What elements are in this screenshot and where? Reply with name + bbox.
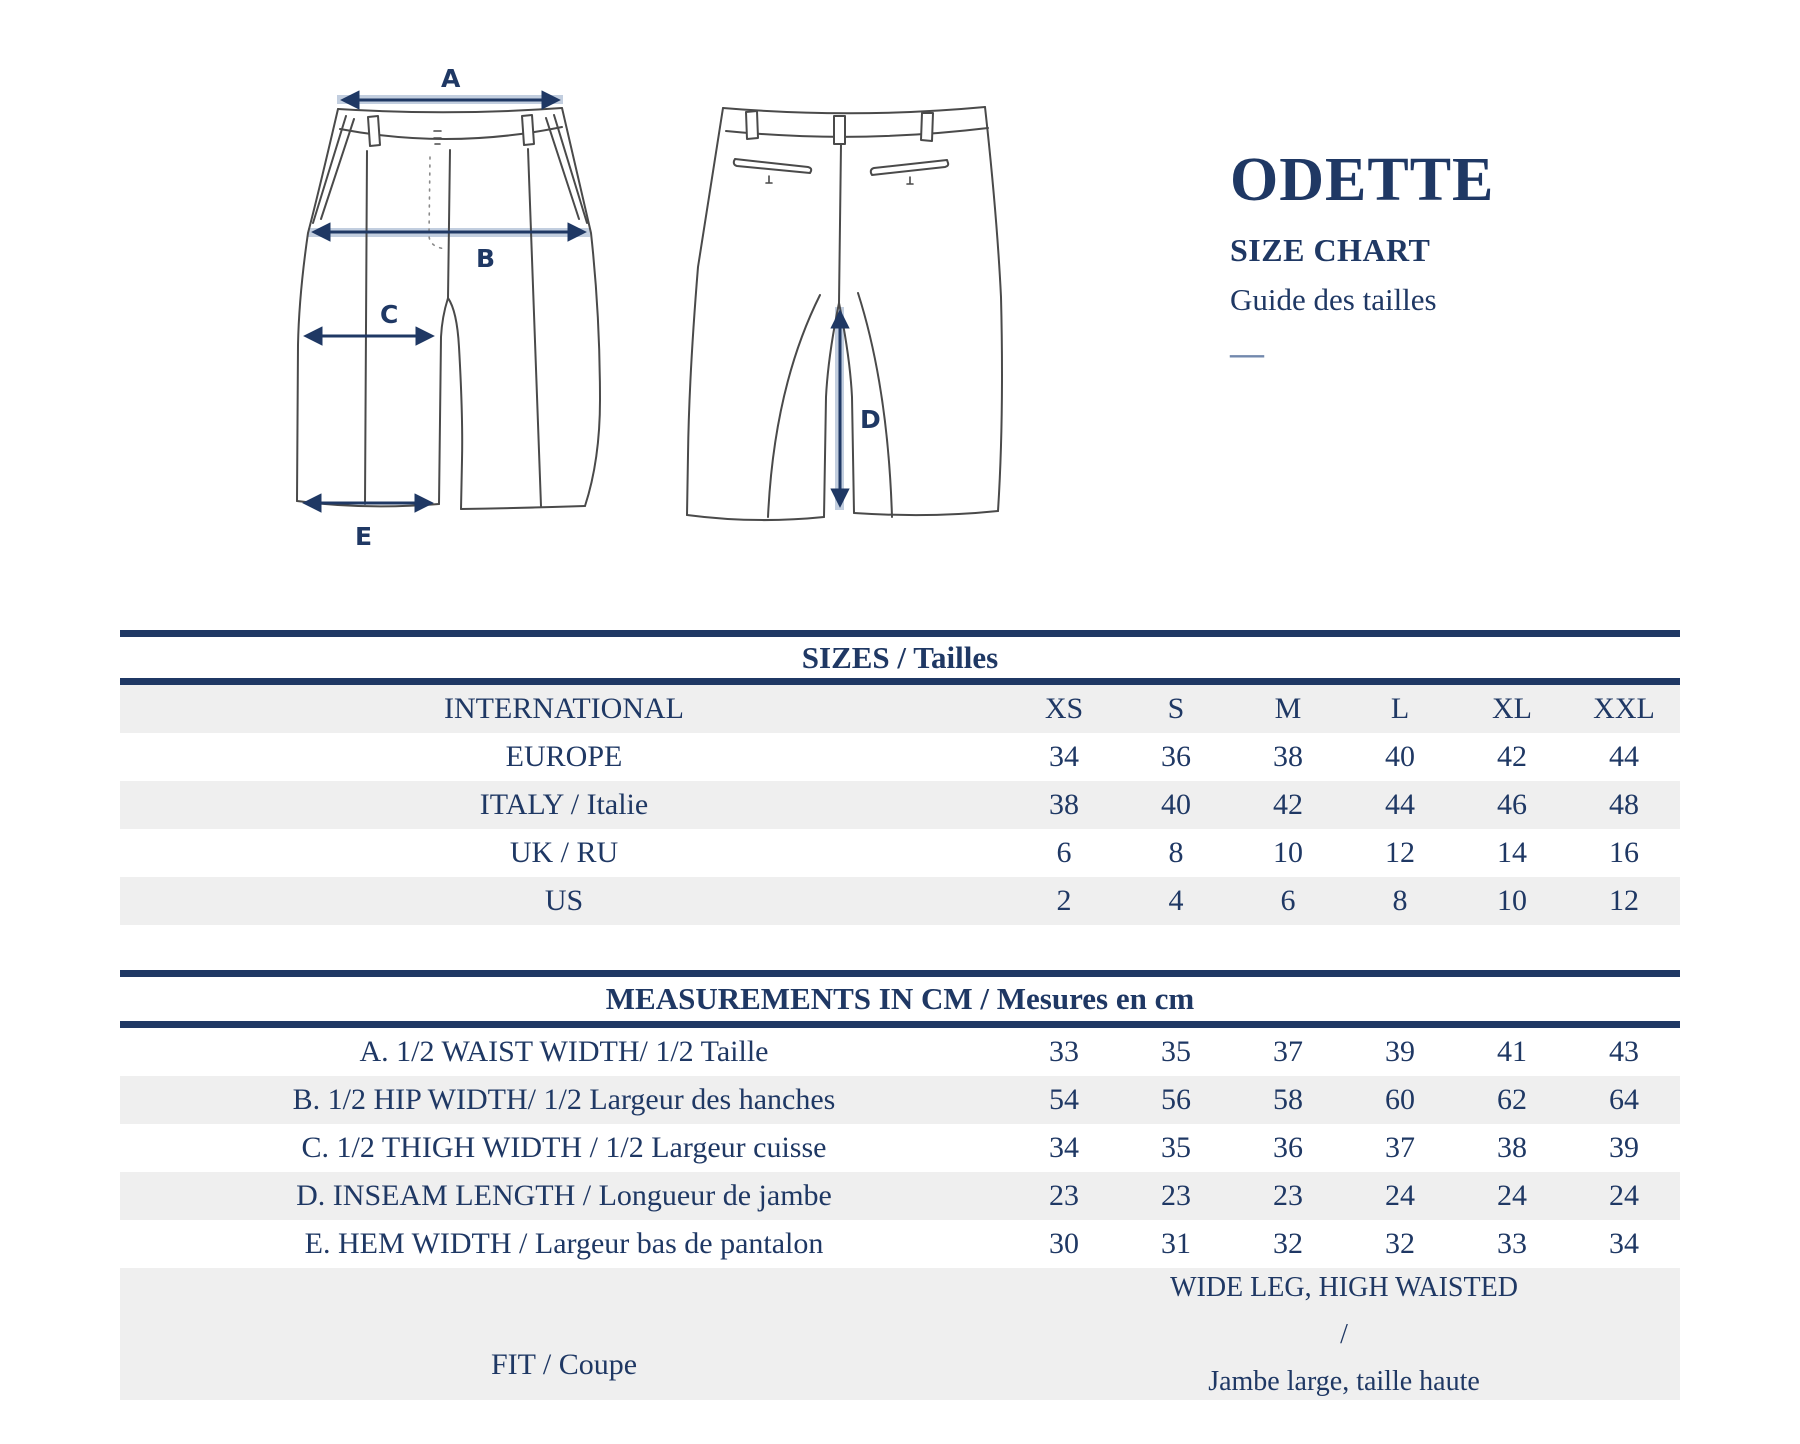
measure-cell: 39 [1609, 1131, 1639, 1164]
size-cell: L [1390, 692, 1410, 725]
size-cell: 34 [1049, 740, 1079, 773]
zipper-detail [434, 131, 441, 144]
measure-cell: 43 [1609, 1035, 1639, 1068]
table-rule [120, 678, 1680, 685]
size-cell: 42 [1273, 788, 1303, 821]
size-cell: 4 [1168, 884, 1184, 917]
table-row-fit [120, 1268, 1680, 1400]
measure-cell: 35 [1161, 1035, 1191, 1068]
row-label: INTERNATIONAL [444, 692, 684, 725]
label-d: D [860, 405, 881, 434]
belt-loop [746, 111, 758, 139]
measure-cell: 58 [1273, 1083, 1303, 1116]
table-rule [120, 630, 1680, 637]
measure-cell: 34 [1049, 1131, 1079, 1164]
size-cell: XS [1044, 692, 1084, 725]
belt-loop [834, 116, 845, 144]
size-cell: XXL [1593, 692, 1655, 725]
row-label: EUROPE [505, 740, 623, 773]
size-cell: 12 [1609, 884, 1639, 917]
belt-loop [921, 113, 933, 141]
title-block [1230, 146, 1495, 372]
table-row-waist [120, 1028, 1680, 1076]
pocket-button [766, 176, 772, 183]
measure-cell: 64 [1609, 1083, 1639, 1116]
fit-label: FIT / Coupe [490, 1348, 638, 1381]
table-row-international [120, 685, 1680, 733]
measure-cell: 38 [1497, 1131, 1527, 1164]
fit-line-en: WIDE LEG, HIGH WAISTED [1170, 1271, 1518, 1303]
size-cell: 10 [1497, 884, 1527, 917]
measure-cell: 41 [1497, 1035, 1527, 1068]
size-cell: 12 [1385, 836, 1415, 869]
measure-cell: 23 [1161, 1179, 1191, 1212]
size-cell: 42 [1497, 740, 1527, 773]
size-cell: 38 [1049, 788, 1079, 821]
row-label: ITALY / Italie [479, 788, 649, 821]
sizes-table-title: SIZES / Tailles [120, 637, 1680, 678]
table-row-uk [120, 829, 1680, 877]
size-cell: 14 [1497, 836, 1527, 869]
measure-cell: 31 [1161, 1227, 1191, 1260]
size-cell: 38 [1273, 740, 1303, 773]
measure-cell: 54 [1049, 1083, 1079, 1116]
measure-cell: 30 [1049, 1227, 1079, 1260]
label-c: C [380, 300, 399, 329]
size-cell: 16 [1609, 836, 1639, 869]
pocket-button [907, 177, 913, 184]
table-rule [120, 1021, 1680, 1028]
shorts-back-view-drawing [660, 55, 1020, 555]
measure-cell: 34 [1609, 1227, 1639, 1260]
size-cell: 48 [1609, 788, 1639, 821]
size-cell: 6 [1280, 884, 1296, 917]
measure-cell: 32 [1385, 1227, 1415, 1260]
table-row-us [120, 877, 1680, 925]
table-row-hip [120, 1076, 1680, 1124]
size-cell: S [1167, 692, 1185, 725]
belt-loop [522, 115, 534, 145]
divider-dash: — [1230, 335, 1264, 372]
measure-cell: 23 [1273, 1179, 1303, 1212]
row-label: US [544, 884, 584, 917]
table-row-inseam [120, 1172, 1680, 1220]
row-label: A. 1/2 WAIST WIDTH/ 1/2 Taille [359, 1035, 769, 1068]
measure-cell: 24 [1609, 1179, 1639, 1212]
measure-cell: 33 [1049, 1035, 1079, 1068]
measure-cell: 36 [1273, 1131, 1303, 1164]
size-cell: 36 [1161, 740, 1191, 773]
table-row-europe [120, 733, 1680, 781]
size-cell: 46 [1497, 788, 1527, 821]
size-cell: 8 [1168, 836, 1184, 869]
fit-line-slash: / [1340, 1318, 1348, 1350]
measure-cell: 37 [1385, 1131, 1415, 1164]
measure-cell: 56 [1161, 1083, 1191, 1116]
product-title: ODETTE [1230, 146, 1495, 214]
table-row-hem [120, 1220, 1680, 1268]
size-cell: 44 [1609, 740, 1639, 773]
size-chart-subtitle-fr: Guide des tailles [1230, 282, 1437, 317]
row-label: E. HEM WIDTH / Largeur bas de pantalon [304, 1227, 824, 1260]
size-cell: 6 [1056, 836, 1072, 869]
table-row-thigh [120, 1124, 1680, 1172]
measure-cell: 35 [1161, 1131, 1191, 1164]
size-cell: 10 [1273, 836, 1303, 869]
size-cell: XL [1492, 692, 1532, 725]
label-b: B [476, 244, 496, 273]
label-a: A [441, 64, 461, 93]
back-garment-outline [687, 107, 1002, 520]
front-garment-outline [297, 108, 600, 509]
fit-description [1008, 1268, 1680, 1400]
size-cell: M [1274, 692, 1302, 725]
measure-cell: 39 [1385, 1035, 1415, 1068]
measure-cell: 32 [1273, 1227, 1303, 1260]
shorts-front-view-drawing [270, 55, 620, 555]
measurements-table-title: MEASUREMENTS IN CM / Mesures en cm [120, 977, 1680, 1021]
row-label: D. INSEAM LENGTH / Longueur de jambe [296, 1179, 832, 1212]
size-cell: 2 [1056, 884, 1072, 917]
size-cell: 40 [1385, 740, 1415, 773]
back-pocket [734, 159, 811, 173]
size-cell: 8 [1392, 884, 1408, 917]
measurements-table [120, 970, 1680, 1400]
table-row-italy [120, 781, 1680, 829]
measure-cell: 23 [1049, 1179, 1079, 1212]
row-label: B. 1/2 HIP WIDTH/ 1/2 Largeur des hanches [292, 1083, 836, 1116]
fit-line-fr: Jambe large, taille haute [1208, 1365, 1480, 1397]
row-label: C. 1/2 THIGH WIDTH / 1/2 Largeur cuisse [301, 1131, 827, 1164]
measure-cell: 62 [1497, 1083, 1527, 1116]
measure-cell: 24 [1385, 1179, 1415, 1212]
size-cell: 40 [1161, 788, 1191, 821]
measure-cell: 33 [1497, 1227, 1527, 1260]
row-label: UK / RU [509, 836, 619, 869]
sizes-table [120, 630, 1680, 925]
measure-cell: 24 [1497, 1179, 1527, 1212]
measure-cell: 37 [1273, 1035, 1303, 1068]
label-e: E [355, 522, 373, 551]
measure-cell: 60 [1385, 1083, 1415, 1116]
size-cell: 44 [1385, 788, 1415, 821]
belt-loop [368, 116, 380, 146]
back-pocket [871, 160, 948, 175]
size-chart-heading: SIZE CHART [1230, 232, 1431, 268]
table-rule [120, 970, 1680, 977]
